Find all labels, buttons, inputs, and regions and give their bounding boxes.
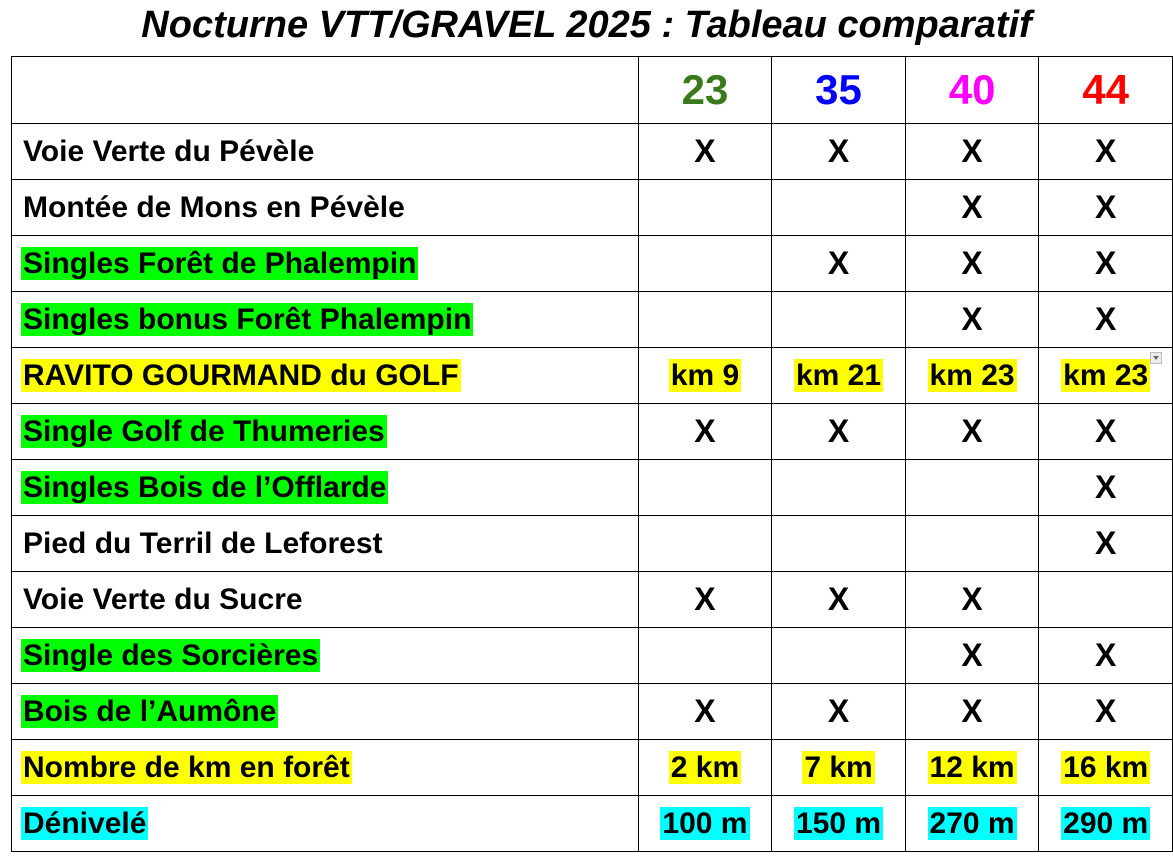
cell-col-44 [1039, 796, 1173, 852]
cell-col-40 [905, 628, 1039, 684]
cell-col-23 [638, 796, 772, 852]
cell-value [837, 639, 841, 672]
cell-col-23 [638, 180, 772, 236]
table-row [12, 628, 1173, 684]
cell-value [970, 527, 974, 560]
row-label-cell [12, 572, 639, 628]
row-label: Voie Verte du Sucre [23, 582, 303, 616]
cell-col-23 [638, 292, 772, 348]
cell-col-44 [1039, 404, 1173, 460]
cell-col-40 [905, 236, 1039, 292]
check-mark: X [1095, 637, 1117, 673]
row-label-cell [12, 516, 639, 572]
check-mark: X [961, 413, 983, 449]
cell-col-35 [772, 516, 906, 572]
cell-col-23 [638, 516, 772, 572]
cell-col-35 [772, 740, 906, 796]
cell-value [1104, 583, 1108, 616]
cell-value [703, 303, 707, 336]
cell-col-44 [1039, 684, 1173, 740]
cell-value [837, 191, 841, 224]
table-row [12, 460, 1173, 516]
row-label-cell [12, 124, 639, 180]
table-row [12, 124, 1173, 180]
cell-col-40 [905, 684, 1039, 740]
check-mark: X [1095, 525, 1117, 561]
row-label: Montée de Mons en Pévèle [23, 190, 405, 224]
check-mark: X [1095, 189, 1117, 225]
cell-col-23 [638, 684, 772, 740]
header-col-40: 40 [905, 57, 1039, 124]
table-row [12, 180, 1173, 236]
cell-dropdown-icon[interactable] [1150, 352, 1162, 364]
cell-value: km 9 [670, 358, 740, 392]
cell-col-23 [638, 348, 772, 404]
check-mark: X [961, 693, 983, 729]
check-mark: X [694, 693, 716, 729]
cell-value: 270 m [929, 806, 1015, 840]
check-mark: X [961, 301, 983, 337]
cell-col-23 [638, 124, 772, 180]
cell-col-40 [905, 796, 1039, 852]
row-label-cell [12, 796, 639, 852]
cell-col-44 [1039, 516, 1173, 572]
table-row [12, 740, 1173, 796]
header-col-23: 23 [638, 57, 772, 124]
row-label: Pied du Terril de Leforest [23, 526, 383, 560]
cell-col-40 [905, 460, 1039, 516]
cell-value [837, 303, 841, 336]
cell-value: 150 m [795, 806, 882, 840]
table-row [12, 572, 1173, 628]
cell-col-40 [905, 740, 1039, 796]
cell-col-23 [638, 740, 772, 796]
check-mark: X [961, 133, 983, 169]
header-corner-cell [12, 57, 639, 124]
check-mark: X [827, 413, 850, 449]
check-mark: X [1095, 469, 1117, 505]
row-label-cell [12, 628, 639, 684]
table-row [12, 348, 1173, 404]
row-label: Single Golf de Thumeries [23, 414, 385, 448]
check-mark: X [1095, 133, 1117, 169]
cell-col-35 [772, 348, 906, 404]
cell-value: km 23 [1063, 358, 1149, 392]
check-mark: X [961, 637, 983, 673]
check-mark: X [961, 245, 983, 281]
cell-col-44 [1039, 124, 1173, 180]
cell-value: 290 m [1063, 806, 1149, 840]
cell-value [703, 191, 707, 224]
cell-col-23 [638, 404, 772, 460]
check-mark: X [961, 581, 983, 617]
row-label-cell [12, 180, 639, 236]
cell-value: 12 km [929, 750, 1015, 784]
check-mark: X [1095, 693, 1117, 729]
row-label-cell [12, 292, 639, 348]
row-label: Singles bonus Forêt Phalempin [23, 302, 472, 336]
cell-value [703, 527, 707, 560]
cell-value [970, 471, 974, 504]
check-mark: X [827, 581, 850, 617]
check-mark: X [827, 133, 850, 169]
header-col-44: 44 [1039, 57, 1173, 124]
cell-value [703, 247, 707, 280]
cell-col-35 [772, 180, 906, 236]
cell-value: 100 m [662, 806, 748, 840]
table-row [12, 684, 1173, 740]
cell-col-23 [638, 628, 772, 684]
check-mark: X [827, 245, 850, 281]
table-row [12, 404, 1173, 460]
cell-value [703, 639, 707, 672]
table-row [12, 796, 1173, 852]
cell-col-35 [772, 124, 906, 180]
cell-col-40 [905, 124, 1039, 180]
cell-col-35 [772, 628, 906, 684]
cell-col-35 [772, 796, 906, 852]
cell-col-44 [1039, 628, 1173, 684]
check-mark: X [694, 581, 716, 617]
cell-value: 16 km [1063, 750, 1149, 784]
cell-col-40 [905, 348, 1039, 404]
cell-value: km 21 [795, 358, 882, 392]
cell-col-40 [905, 180, 1039, 236]
table-row [12, 292, 1173, 348]
cell-col-44 [1039, 572, 1173, 628]
cell-col-23 [638, 236, 772, 292]
cell-value [837, 527, 841, 560]
row-label-cell [12, 404, 639, 460]
cell-col-44 [1039, 180, 1173, 236]
row-label: Bois de l’Aumône [23, 694, 277, 728]
cell-col-44 [1039, 292, 1173, 348]
cell-value: km 23 [929, 358, 1015, 392]
row-label-cell [12, 348, 639, 404]
check-mark: X [961, 189, 983, 225]
cell-value [837, 471, 841, 504]
row-label-cell [12, 684, 639, 740]
cell-col-40 [905, 572, 1039, 628]
cell-value: 2 km [670, 750, 740, 784]
cell-col-40 [905, 292, 1039, 348]
cell-col-40 [905, 404, 1039, 460]
cell-col-35 [772, 684, 906, 740]
header-row [12, 57, 1173, 124]
cell-col-44 [1039, 236, 1173, 292]
check-mark: X [1095, 413, 1117, 449]
cell-col-35 [772, 404, 906, 460]
check-mark: X [694, 133, 716, 169]
row-label: Voie Verte du Pévèle [23, 134, 315, 168]
cell-value [703, 471, 707, 504]
cell-value: 7 km [804, 750, 873, 784]
row-label: Nombre de km en forêt [23, 750, 350, 784]
comparison-table [11, 56, 1173, 852]
row-label-cell [12, 236, 639, 292]
table-body [12, 57, 1173, 852]
row-label: Singles Bois de l’Offlarde [23, 470, 387, 504]
page-title: Nocturne VTT/GRAVEL 2025 : Tableau comparatif [141, 4, 1032, 46]
check-mark: X [1095, 245, 1117, 281]
table-row [12, 516, 1173, 572]
cell-col-40 [905, 516, 1039, 572]
cell-col-23 [638, 460, 772, 516]
check-mark: X [1095, 301, 1117, 337]
cell-col-35 [772, 236, 906, 292]
header-col-35: 35 [772, 57, 906, 124]
cell-col-35 [772, 460, 906, 516]
cell-col-35 [772, 572, 906, 628]
check-mark: X [827, 693, 850, 729]
cell-col-35 [772, 292, 906, 348]
cell-col-44 [1039, 740, 1173, 796]
row-label: RAVITO GOURMAND du GOLF [23, 358, 459, 392]
row-label-cell [12, 460, 639, 516]
row-label: Single des Sorcières [23, 638, 319, 672]
row-label-cell [12, 740, 639, 796]
cell-col-23 [638, 572, 772, 628]
cell-col-44 [1039, 460, 1173, 516]
row-label: Dénivelé [23, 806, 147, 840]
row-label: Singles Forêt de Phalempin [23, 246, 417, 280]
table-row [12, 236, 1173, 292]
check-mark: X [694, 413, 716, 449]
